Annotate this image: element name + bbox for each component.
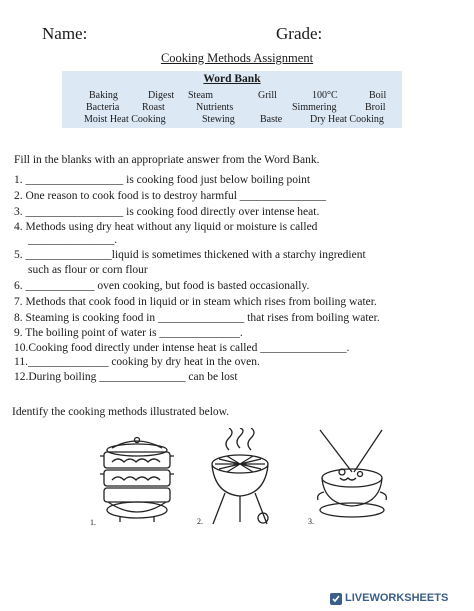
question-12: 12.During boiling _______________ can be lost [14, 371, 238, 383]
word-bank-word: Nutrients [196, 102, 234, 113]
question-11: 11.______________ cooking by dry heat in the oven. [14, 356, 260, 368]
liveworksheets-logo [330, 592, 470, 608]
word-bank-word: 100°C [312, 90, 338, 101]
fill-in-instructions: Fill in the blanks with an appropriate answer from the Word Bank. [14, 154, 320, 166]
grade-label: Grade: [276, 24, 323, 43]
brand-mark-icon [330, 593, 342, 605]
illustration-number-3: 3. [308, 517, 314, 526]
word-bank-row-3 [62, 114, 402, 127]
word-bank-word: Grill [258, 90, 277, 101]
fondue-pot-icon [312, 428, 392, 520]
question-5: 5. _______________liquid is sometimes thickened with a starchy ingredient [14, 249, 366, 261]
question-5-continued: such as flour or corn flour [28, 264, 148, 276]
word-bank-word: Steam [188, 90, 213, 101]
page-title: Cooking Methods Assignment [160, 51, 314, 65]
grill-icon [205, 428, 275, 528]
question-3: 3. _________________ is cooking food directly over intense heat. [14, 206, 320, 218]
question-4-blank: _______________. [28, 234, 118, 246]
question-10: 10.Cooking food directly under intense heat is called _______________. [14, 342, 350, 354]
word-bank-word: Bacteria [86, 102, 120, 113]
question-4: 4. Methods using dry heat without any liquid or moisture is called [14, 221, 318, 233]
question-7: 7. Methods that cook food in liquid or in steam which rises from boiling water. [14, 296, 377, 308]
word-bank-word: Moist Heat Cooking [84, 114, 166, 125]
question-9: 9. The boiling point of water is ______________. [14, 327, 243, 339]
word-bank-word: Dry Heat Cooking [310, 114, 384, 125]
identify-instructions: Identify the cooking methods illustrated below. [12, 406, 230, 418]
word-bank-title: Word Bank [203, 73, 261, 85]
question-2: 2. One reason to cook food is to destroy harmful _______________ [14, 190, 327, 202]
word-bank-word: Roast [142, 102, 165, 113]
name-label: Name: [42, 24, 88, 43]
illustration-number-1: 1. [90, 518, 96, 527]
question-6: 6. ____________ oven cooking, but food is basted occasionally. [14, 280, 310, 292]
word-bank-word: Boil [369, 90, 387, 101]
steamer-icon [98, 432, 176, 526]
word-bank-word: Broil [365, 102, 386, 113]
brand-name: LIVEWORKSHEETS [345, 592, 449, 604]
word-bank-word: Baking [89, 90, 118, 101]
word-bank [62, 71, 402, 128]
illustration-number-2: 2. [197, 517, 203, 526]
word-bank-word: Stewing [202, 114, 235, 125]
word-bank-word: Simmering [292, 102, 337, 113]
word-bank-word: Digest [148, 90, 175, 101]
word-bank-word: Baste [260, 114, 283, 125]
question-1: 1. _________________ is cooking food just below boiling point [14, 174, 311, 186]
question-8: 8. Steaming is cooking food in _______________ that rises from boiling water. [14, 312, 380, 324]
